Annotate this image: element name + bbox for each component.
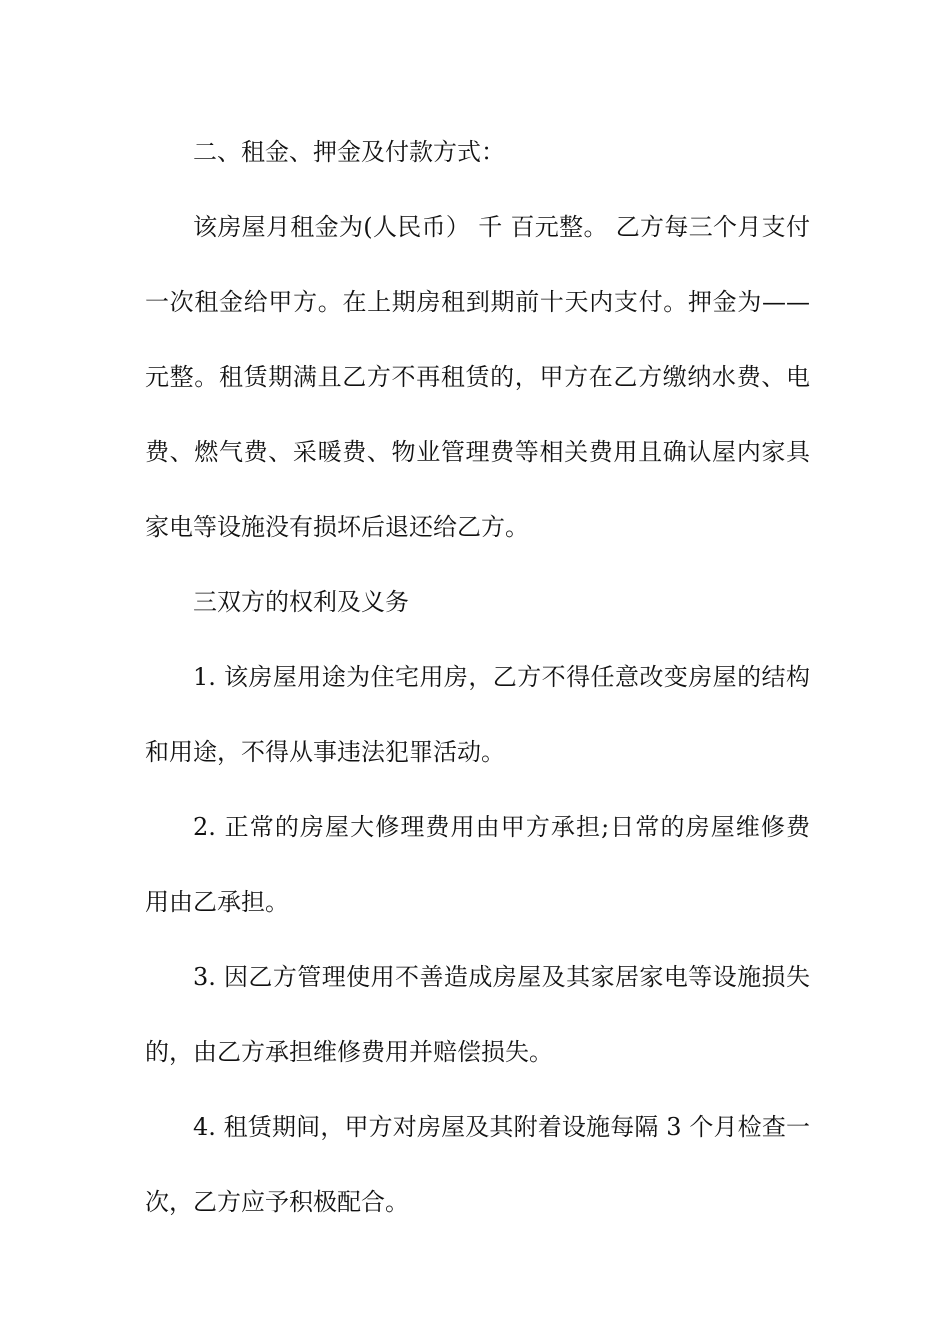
- list-item-line: 1. 该房屋用途为住宅用房，乙方不得任意改变房屋的结构: [193, 663, 810, 691]
- list-item-line: 的，由乙方承担维修费用并赔偿损失。: [145, 1038, 553, 1066]
- paragraph-line: 该房屋月租金为(人民币） 千 百元整。 乙方每三个月支付: [193, 213, 810, 241]
- list-item-line: 次，乙方应予积极配合。: [145, 1188, 409, 1216]
- section-three-heading: 三双方的权利及义务: [193, 588, 409, 616]
- list-item-line: 用由乙承担。: [145, 888, 289, 916]
- list-item-line: 3. 因乙方管理使用不善造成房屋及其家居家电等设施损失: [193, 963, 810, 991]
- paragraph-line: 一次租金给甲方。在上期房租到期前十天内支付。押金为——: [145, 288, 810, 316]
- section-two-heading: 二、租金、押金及付款方式：: [193, 138, 505, 166]
- paragraph-line: 元整。租赁期满且乙方不再租赁的，甲方在乙方缴纳水费、电: [145, 363, 810, 391]
- list-item-line: 和用途，不得从事违法犯罪活动。: [145, 738, 505, 766]
- list-item-line: 4. 租赁期间，甲方对房屋及其附着设施每隔 3 个月检查一: [193, 1113, 810, 1141]
- paragraph-line: 费、燃气费、采暖费、物业管理费等相关费用且确认屋内家具: [145, 438, 810, 466]
- list-item-line: 2. 正常的房屋大修理费用由甲方承担;日常的房屋维修费: [193, 813, 810, 841]
- paragraph-line: 家电等设施没有损坏后退还给乙方。: [145, 513, 529, 541]
